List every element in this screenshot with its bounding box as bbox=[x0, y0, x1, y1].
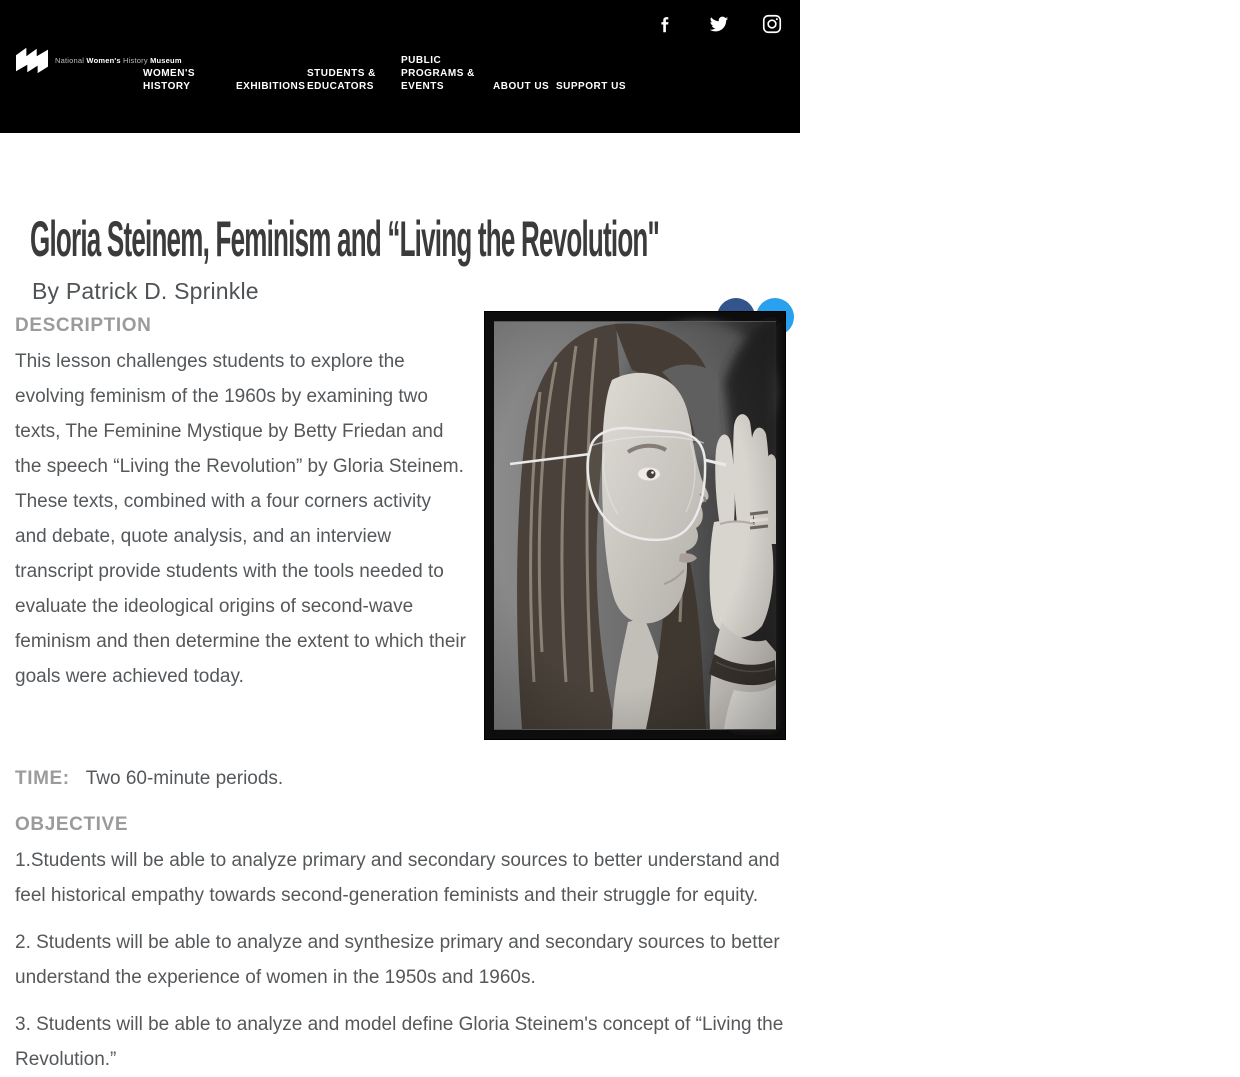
nav-students-educators[interactable]: STUDENTS & EDUCATORS bbox=[307, 68, 376, 92]
nwhm-logo-text: National Women's History Museum bbox=[55, 55, 182, 65]
objective-heading: OBJECTIVE bbox=[15, 814, 129, 835]
page-title: Gloria Steinem, Feminism and “Living the Revolution" bbox=[30, 211, 660, 267]
instagram-icon[interactable] bbox=[761, 13, 783, 35]
time-row bbox=[15, 749, 785, 796]
description-text: This lesson challenges students to explore the evolving feminism of the 1960s by examining two texts, The Feminine Mystique by Betty Friedan and the speech “Living the Revolution” by Gloria Steinem. These texts, combined with a four corners activity and debate, quote analysis, and an interview transcript provide students with the tools needed to evaluate the ideological origins of second-wave feminism and then determine the extent to which their goals were achieved today. bbox=[15, 351, 466, 687]
article-content bbox=[15, 312, 785, 1077]
nav-support-us[interactable]: SUPPORT US bbox=[556, 81, 627, 92]
nav-womens-history[interactable]: WOMEN'S HISTORY bbox=[143, 68, 195, 92]
nav-public-programs-events[interactable]: PUBLIC PROGRAMS & EVENTS bbox=[401, 55, 475, 92]
article-photo-block bbox=[485, 312, 785, 739]
nav-about-us[interactable]: ABOUT US bbox=[493, 81, 550, 92]
description-heading: DESCRIPTION bbox=[15, 315, 152, 336]
facebook-icon[interactable] bbox=[655, 13, 677, 35]
gloria-steinem-photo bbox=[485, 312, 785, 739]
article-main bbox=[0, 213, 800, 1077]
nav-exhibitions[interactable]: EXHIBITIONS bbox=[236, 81, 306, 92]
byline: By Patrick D. Sprinkle bbox=[32, 278, 259, 304]
objective-item-3: 3. Students will be able to analyze and model define Gloria Steinem's concept of “Living the Revolution.” bbox=[15, 1014, 784, 1070]
time-label: TIME: bbox=[15, 768, 70, 789]
twitter-icon[interactable] bbox=[708, 13, 730, 35]
nwhm-logo-icon bbox=[14, 44, 50, 76]
objective-item-2: 2. Students will be able to analyze and synthesize primary and secondary sources to better understand the experience of women in the 1950s and 1960s. bbox=[15, 932, 780, 988]
gloria-steinem-portrait-illustration bbox=[494, 321, 776, 730]
site-header bbox=[0, 0, 800, 133]
objective-item-1: 1.Students will be able to analyze primary and secondary sources to better understand and feel historical empathy towards second-generation feminists and their struggle for equity. bbox=[15, 850, 780, 906]
time-value: Two 60-minute periods. bbox=[85, 768, 284, 789]
